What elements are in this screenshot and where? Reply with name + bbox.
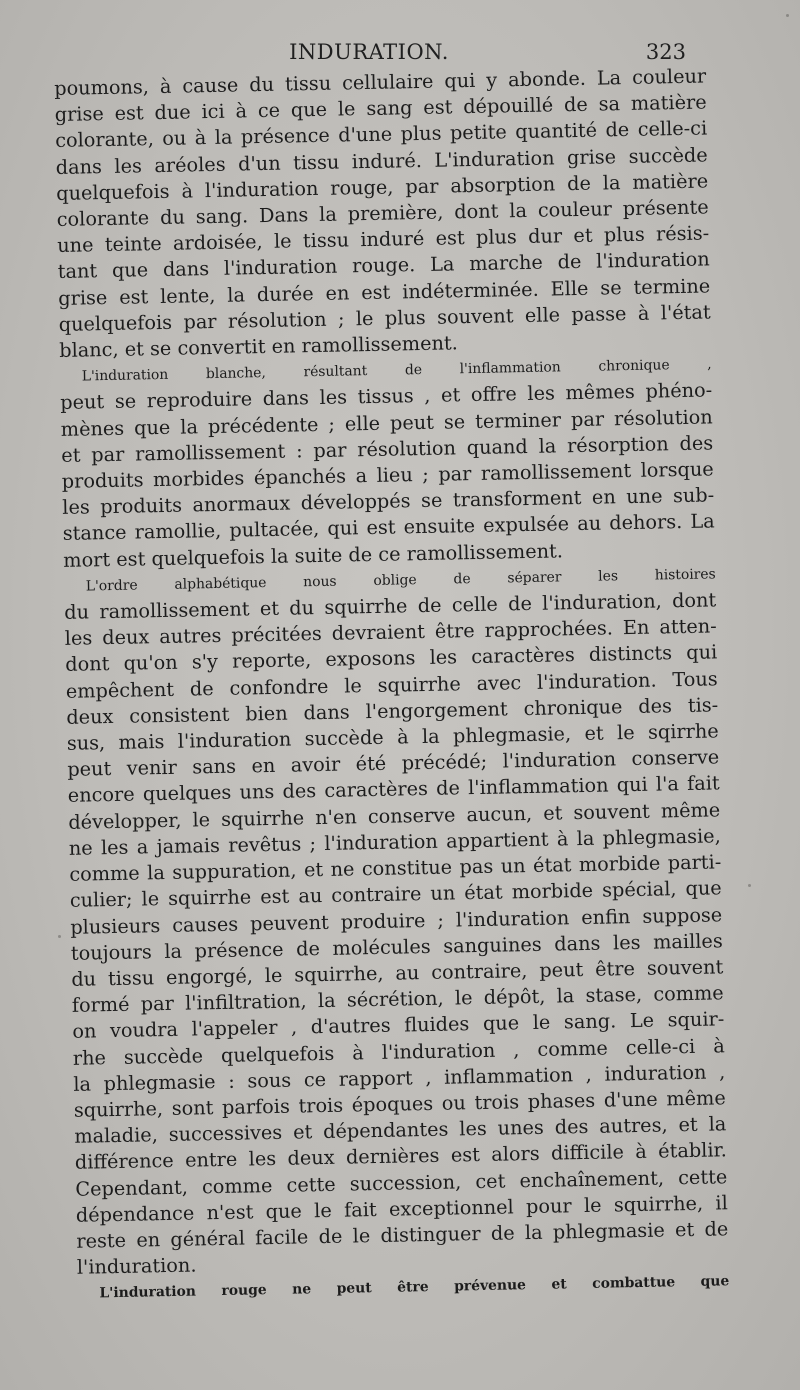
paper-speck — [786, 14, 789, 17]
text-line: blanc, et se convertit en ramollissement. — [59, 331, 459, 362]
text-line: dans les aréoles d'un tissu induré. L'induration grise succède — [55, 143, 708, 179]
text-line: dont qu'on s'y reporte, exposons les caractères distincts qui — [65, 640, 718, 677]
text-line: quelquefois par résolution ; le plus souvent elle passe à l'état — [58, 300, 711, 336]
text-line: ne les a jamais revêtus ; l'induration appartient à la phlegmasie, — [68, 824, 721, 860]
text-line: reste en général facile de le distinguer de la phlegmasie et de — [76, 1217, 729, 1253]
text-line: peut se reproduire dans les tissus , et offre les mêmes phéno- — [60, 378, 713, 415]
text-line: mort est quelquefois la suite de ce ramollissement. — [63, 538, 564, 572]
text-line: poumons, à cause du tissu cellulaire qui y abonde. La couleur — [54, 64, 707, 100]
text-line: Cependant, comme cette succession, cet enchaînement, cette — [75, 1164, 728, 1201]
text-line: rhe succède quelquefois à l'induration , comme celle-ci à — [72, 1033, 725, 1070]
text-line: toujours la présence de molécules sanguines dans les mailles — [70, 929, 723, 965]
text-line: développer, le squirrhe n'en conserve aucun, et souvent même — [68, 798, 721, 834]
running-title: INDURATION. — [289, 40, 449, 64]
text-line: quelquefois à l'induration rouge, par absorption de la matière — [56, 169, 709, 205]
paper-speck — [58, 935, 61, 938]
text-line: et par ramollissement : par résolution quand la résorption des — [61, 431, 714, 467]
text-line: grise est due ici à ce que le sang est dépouillé de sa matière — [54, 90, 707, 127]
text-line: la phlegmasie : sous ce rapport , inflammation , induration , — [73, 1060, 726, 1096]
text-line: mènes que la précédente ; elle peut se terminer par résolution — [60, 405, 713, 441]
text-line: maladie, successives et dépendantes les unes des autres, et la — [74, 1112, 727, 1148]
text-line: squirrhe, sont parfois trois époques ou trois phases d'une même — [73, 1086, 726, 1122]
text-line: une teinte ardoisée, le tissu induré est plus dur et plus résis- — [57, 221, 710, 258]
text-line: colorante, ou à la présence d'une plus petite quantité de celle-ci — [55, 116, 708, 153]
text-line: différence entre les deux dernières est alors difficile à établir. — [74, 1138, 727, 1175]
text-line: du ramollissement et du squirrhe de celle de l'induration, dont — [64, 588, 717, 624]
paper-speck — [748, 884, 751, 887]
text-line: dépendance n'est que le fait exceptionnel pour le squirrhe, il — [75, 1191, 728, 1227]
text-line: plusieurs causes peuvent produire ; l'induration enfin suppose — [70, 902, 723, 939]
page-number: 323 — [645, 40, 686, 64]
text-line: stance ramollie, pultacée, qui est ensuite expulsée au dehors. La — [62, 509, 715, 546]
text-line: encore quelques uns des caractères de l'inflammation qui l'a fait — [67, 771, 720, 808]
text-line: les deux autres précitées devraient être rapprochées. En atten- — [64, 614, 717, 651]
text-line: du tissu engorgé, le squirrhe, au contraire, peut être souvent — [71, 955, 724, 991]
text-line: comme la suppuration, et ne constitue pas un état morbide parti- — [69, 850, 722, 886]
text-line: deux consistent bien dans l'engorgement chronique des tis- — [66, 693, 719, 729]
text-line: L'induration blanche, résultant de l'inflammation chronique , — [81, 356, 712, 385]
text-line: l'induration. — [76, 1253, 197, 1279]
text-line: peut venir sans en avoir été précédé; l'induration conserve — [67, 745, 720, 782]
text-line: empêchent de confondre le squirrhe avec l'induration. Tous — [65, 667, 718, 703]
text-line: tant que dans l'induration rouge. La marche de l'induration — [57, 247, 710, 284]
text-line: formé par l'infiltration, la sécrétion, le dépôt, la stase, comme — [71, 981, 724, 1017]
text-line: on voudra l'appeler , d'autres fluides que le sang. Le squir- — [72, 1007, 725, 1044]
body-text — [54, 63, 730, 1307]
text-line: grise est lente, la durée en est indéterminée. Elle se termine — [58, 274, 711, 310]
text-line: sus, mais l'induration succède à la phlegmasie, et le sqirrhe — [66, 719, 719, 755]
text-line: culier; le squirrhe est au contraire un état morbide spécial, que — [69, 876, 722, 913]
text-line: L'ordre alphabétique nous oblige de séparer les histoires — [85, 566, 716, 595]
text-line: les produits anormaux développés se transforment en une sub- — [62, 483, 715, 520]
text-line: L'induration rouge ne peut être prévenue et combattue que — [99, 1273, 730, 1302]
text-line: colorante du sang. Dans la première, dont la couleur présente — [56, 195, 709, 231]
text-line: produits morbides épanchés a lieu ; par ramollissement lorsque — [61, 457, 714, 493]
